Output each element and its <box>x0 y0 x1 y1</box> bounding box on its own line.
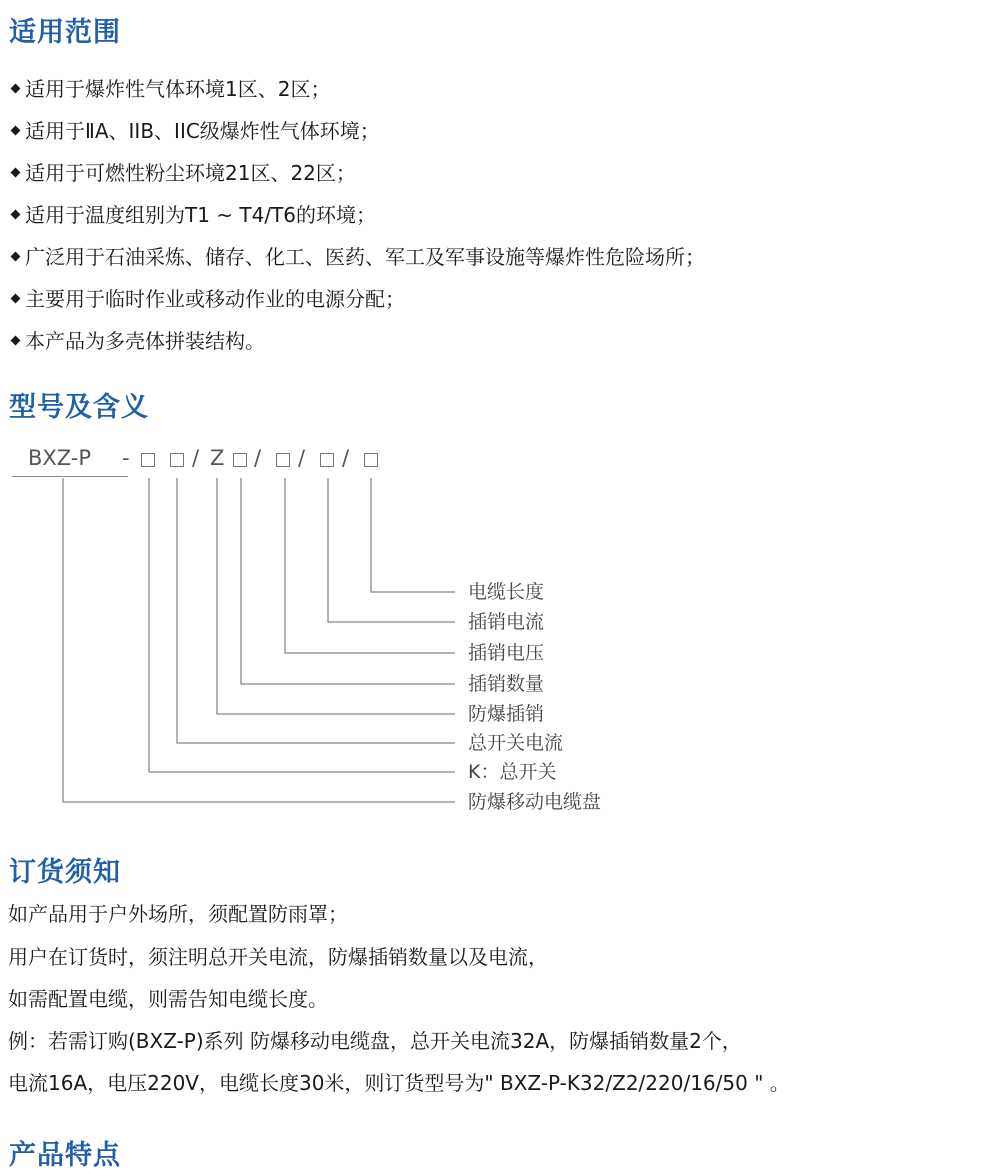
order-line: 如产品用于户外场所，须配置防雨罩； <box>8 902 348 926</box>
legend-ex-plug: 防爆插销 <box>468 703 545 725</box>
leader-line-plug-current <box>328 478 455 622</box>
section-title-scope: 适用范围 <box>9 17 121 48</box>
leader-line-main-switch <box>149 478 455 772</box>
model-slash: / <box>298 446 306 470</box>
list-item-text: 广泛用于石油采炼、储存、化工、医药、军工及军事设施等爆炸性危险场所； <box>25 245 705 269</box>
list-item-text: 适用于爆炸性气体环境1区、2区； <box>25 77 331 101</box>
legend-plug-count: 插销数量 <box>468 673 545 695</box>
list-item-text: 适用于温度组别为T1 ~ T4/T6的环境； <box>25 203 377 227</box>
list-item-text: 本产品为多壳体拼装结构。 <box>25 329 265 353</box>
list-item-text: 主要用于临时作业或移动作业的电源分配； <box>25 287 405 311</box>
model-slash: / <box>254 446 262 470</box>
legend-main-switch-current: 总开关电流 <box>468 732 564 754</box>
legend-main-switch: K：总开关 <box>468 761 557 783</box>
leader-line-cable-reel <box>63 478 455 802</box>
legend-cable-reel: 防爆移动电缆盘 <box>468 791 602 813</box>
model-z-letter: Z <box>210 446 225 470</box>
order-line: 电流16A，电压220V，电缆长度30米，则订货型号为" BXZ-P-K32/Z2/220/16/50 " 。 <box>8 1071 790 1095</box>
order-line: 例：若需订购(BXZ-P)系列 防爆移动电缆盘，总开关电流32A，防爆插销数量2个， <box>8 1029 742 1053</box>
leader-line-cable-length <box>371 478 455 592</box>
list-item-text: 适用于可燃性粉尘环境21区、22区； <box>25 161 356 185</box>
model-prefix: BXZ-P <box>28 446 92 470</box>
section-title-order: 订货须知 <box>9 857 121 888</box>
leader-line-ex-plug <box>217 478 455 714</box>
model-slash: / <box>342 446 350 470</box>
section-title-features: 产品特点 <box>9 1140 121 1171</box>
order-line: 用户在订货时，须注明总开关电流，防爆插销数量以及电流， <box>8 945 548 969</box>
legend-plug-voltage: 插销电压 <box>468 642 545 664</box>
leader-line-plug-voltage <box>285 478 455 653</box>
model-dash: - <box>122 446 130 470</box>
order-line: 如需配置电缆，则需告知电缆长度。 <box>8 987 328 1011</box>
legend-cable-length: 电缆长度 <box>468 581 545 603</box>
list-item-text: 适用于ⅡA、IIB、IIC级爆炸性气体环境； <box>25 119 380 143</box>
legend-plug-current: 插销电流 <box>468 611 545 633</box>
section-title-model: 型号及含义 <box>9 392 149 423</box>
leader-line-main-switch-current <box>177 478 455 743</box>
model-slash: / <box>192 446 200 470</box>
